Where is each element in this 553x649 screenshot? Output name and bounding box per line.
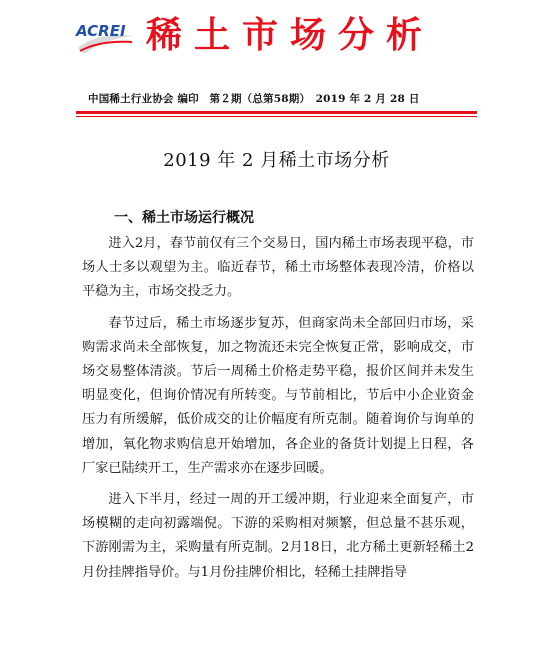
masthead bbox=[0, 0, 553, 78]
logo-text: ACREI bbox=[76, 22, 126, 40]
header-rule-thin bbox=[76, 116, 477, 117]
journal-title: 稀土市场分析 bbox=[146, 14, 435, 56]
paragraph: 春节过后，稀土市场逐步复苏，但商家尚未全部回归市场，采购需求尚未全部恢复，加之物流还未完全恢复正常，影响成交，市场交易整体清淡。节后一周稀土价格走势平稳，报价区间并未发生明显变化，但询价情况有所转变。与节前相比，节后中小企业资金压力有所缓解，低价成交的让价幅度有所克制。随着询价与询单的增加，氧化物求购信息开始增加，各企业的备货计划提上日程，各厂家已陆续开工，生产需求亦在逐步回暖。 bbox=[82, 315, 474, 476]
issue-info: 中国稀土行业协会 编印 第２期（总第58期） 2019 年 2 月 28 日 bbox=[88, 93, 420, 105]
section-heading: 一、稀土市场运行概况 bbox=[114, 210, 254, 226]
article-body bbox=[82, 232, 474, 592]
article-title: 2019 年 2 月稀土市场分析 bbox=[163, 150, 390, 171]
paragraph: 进入下半月，经过一周的开工缓冲期，行业迎来全面复产，市场模糊的走向初露端倪。下游的采购相对频繁，但总量不甚乐观，下游刚需为主，采购量有所克制。2月18日，北方稀土更新轻稀土2月份挂牌指导价。与1月份挂牌价相比，轻稀土挂牌指导 bbox=[82, 492, 474, 580]
acrei-logo bbox=[76, 18, 138, 60]
paragraph: 进入2月，春节前仅有三个交易日，国内稀土市场表现平稳，市场人士多以观望为主。临近春节，稀土市场整体表现冷清，价格以平稳为主，市场交投乏力。 bbox=[82, 236, 474, 300]
header-rule-thick bbox=[76, 111, 477, 114]
